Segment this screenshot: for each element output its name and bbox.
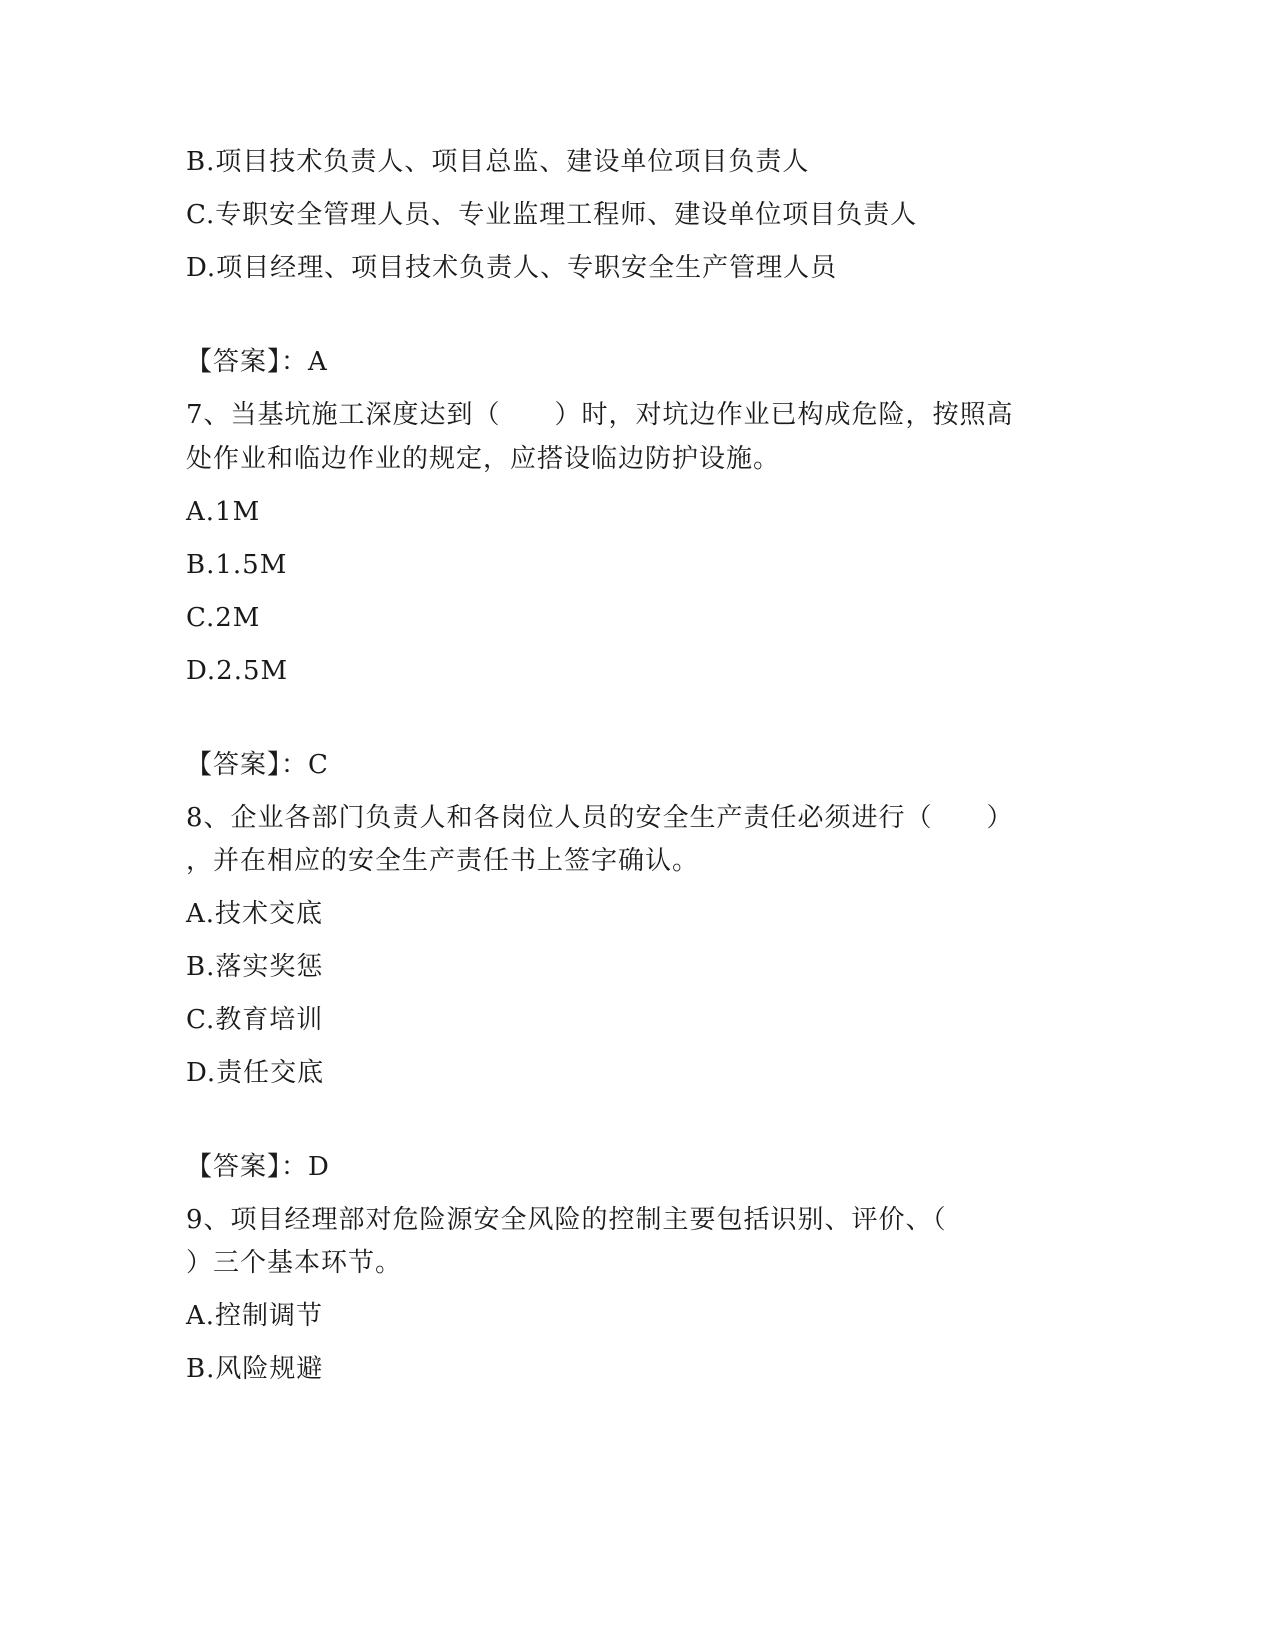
q7-option-a: A.1M [186, 497, 261, 527]
q8-option-c: C.教育培训 [186, 1005, 324, 1035]
q7-option-b: B.1.5M [186, 550, 288, 580]
q8-answer: 【答案】：D [186, 1152, 330, 1182]
q8-option-a: A.技术交底 [186, 899, 324, 929]
q6-option-c: C.专职安全管理人员、专业监理工程师、建设单位项目负责人 [186, 200, 918, 230]
q8-stem-line1: 8、企业各部门负责人和各岗位人员的安全生产责任必须进行（ ） [186, 803, 1014, 833]
q9-option-b: B.风险规避 [186, 1354, 324, 1384]
q9-stem-line1: 9、项目经理部对危险源安全风险的控制主要包括识别、评价、（ [186, 1205, 947, 1235]
q7-stem-line2: 处作业和临边作业的规定，应搭设临边防护设施。 [186, 444, 781, 474]
q6-answer: 【答案】：A [186, 347, 328, 377]
q7-stem-line1: 7、当基坑施工深度达到（ ）时，对坑边作业已构成危险，按照高 [186, 400, 1014, 430]
q7-option-c: C.2M [186, 603, 261, 633]
q6-option-b: B.项目技术负责人、项目总监、建设单位项目负责人 [186, 147, 810, 177]
q9-stem-line2: ）三个基本环节。 [186, 1248, 403, 1278]
q8-option-d: D.责任交底 [186, 1058, 325, 1088]
q8-option-b: B.落实奖惩 [186, 952, 324, 982]
q6-option-d: D.项目经理、项目技术负责人、专职安全生产管理人员 [186, 253, 838, 283]
q9-option-a: A.控制调节 [186, 1301, 324, 1331]
q7-answer: 【答案】：C [186, 750, 329, 780]
q7-option-d: D.2.5M [186, 656, 289, 686]
q8-stem-line2: ，并在相应的安全生产责任书上签字确认。 [186, 846, 700, 876]
